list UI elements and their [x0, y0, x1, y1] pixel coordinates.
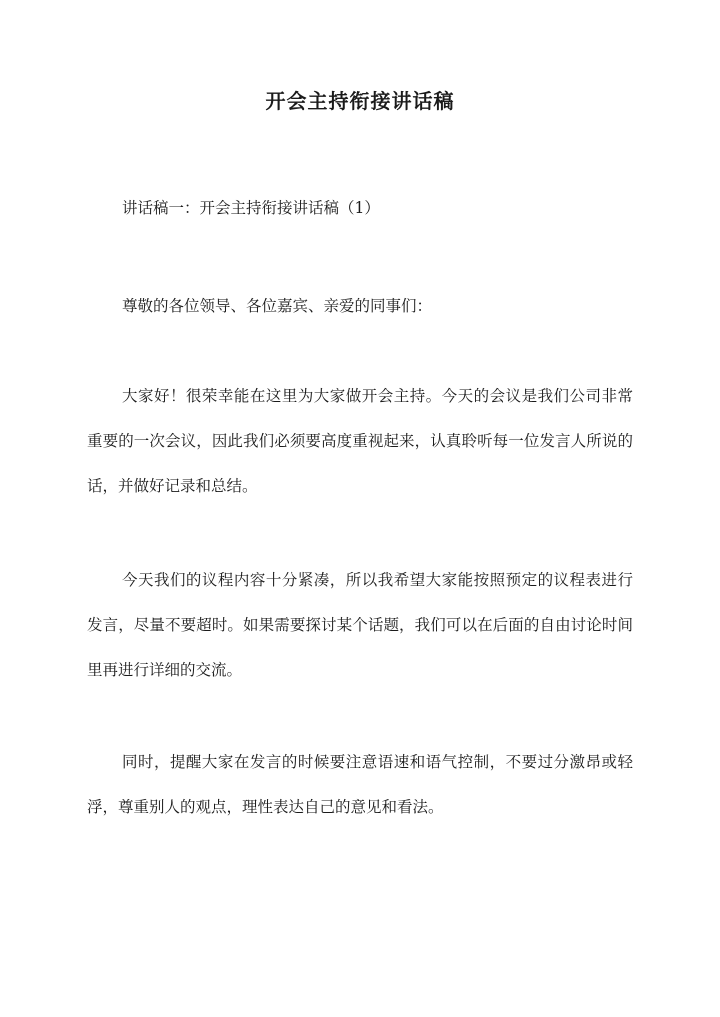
paragraph-1: 大家好！很荣幸能在这里为大家做开会主持。今天的会议是我们公司非常重要的一次会议，因此我们必须要高度重视起来，认真聆听每一位发言人所说的话，并做好记录和总结。 — [87, 387, 633, 495]
greeting-line: 尊敬的各位领导、各位嘉宾、亲爱的同事们： — [122, 297, 433, 315]
paragraph-2: 今天我们的议程内容十分紧凑，所以我希望大家能按照预定的议程表进行发言，尽量不要超时。如果需要探讨某个话题，我们可以在后面的自由讨论时间里再进行详细的交流。 — [87, 571, 633, 679]
speech-subtitle: 讲话稿一：开会主持衔接讲话稿（1） — [122, 199, 380, 217]
paragraph-3: 同时，提醒大家在发言的时候要注意语速和语气控制，不要过分激昂或轻浮，尊重别人的观点，理性表达自己的意见和看法。 — [87, 753, 633, 816]
document-title: 开会主持衔接讲话稿 — [265, 89, 455, 113]
